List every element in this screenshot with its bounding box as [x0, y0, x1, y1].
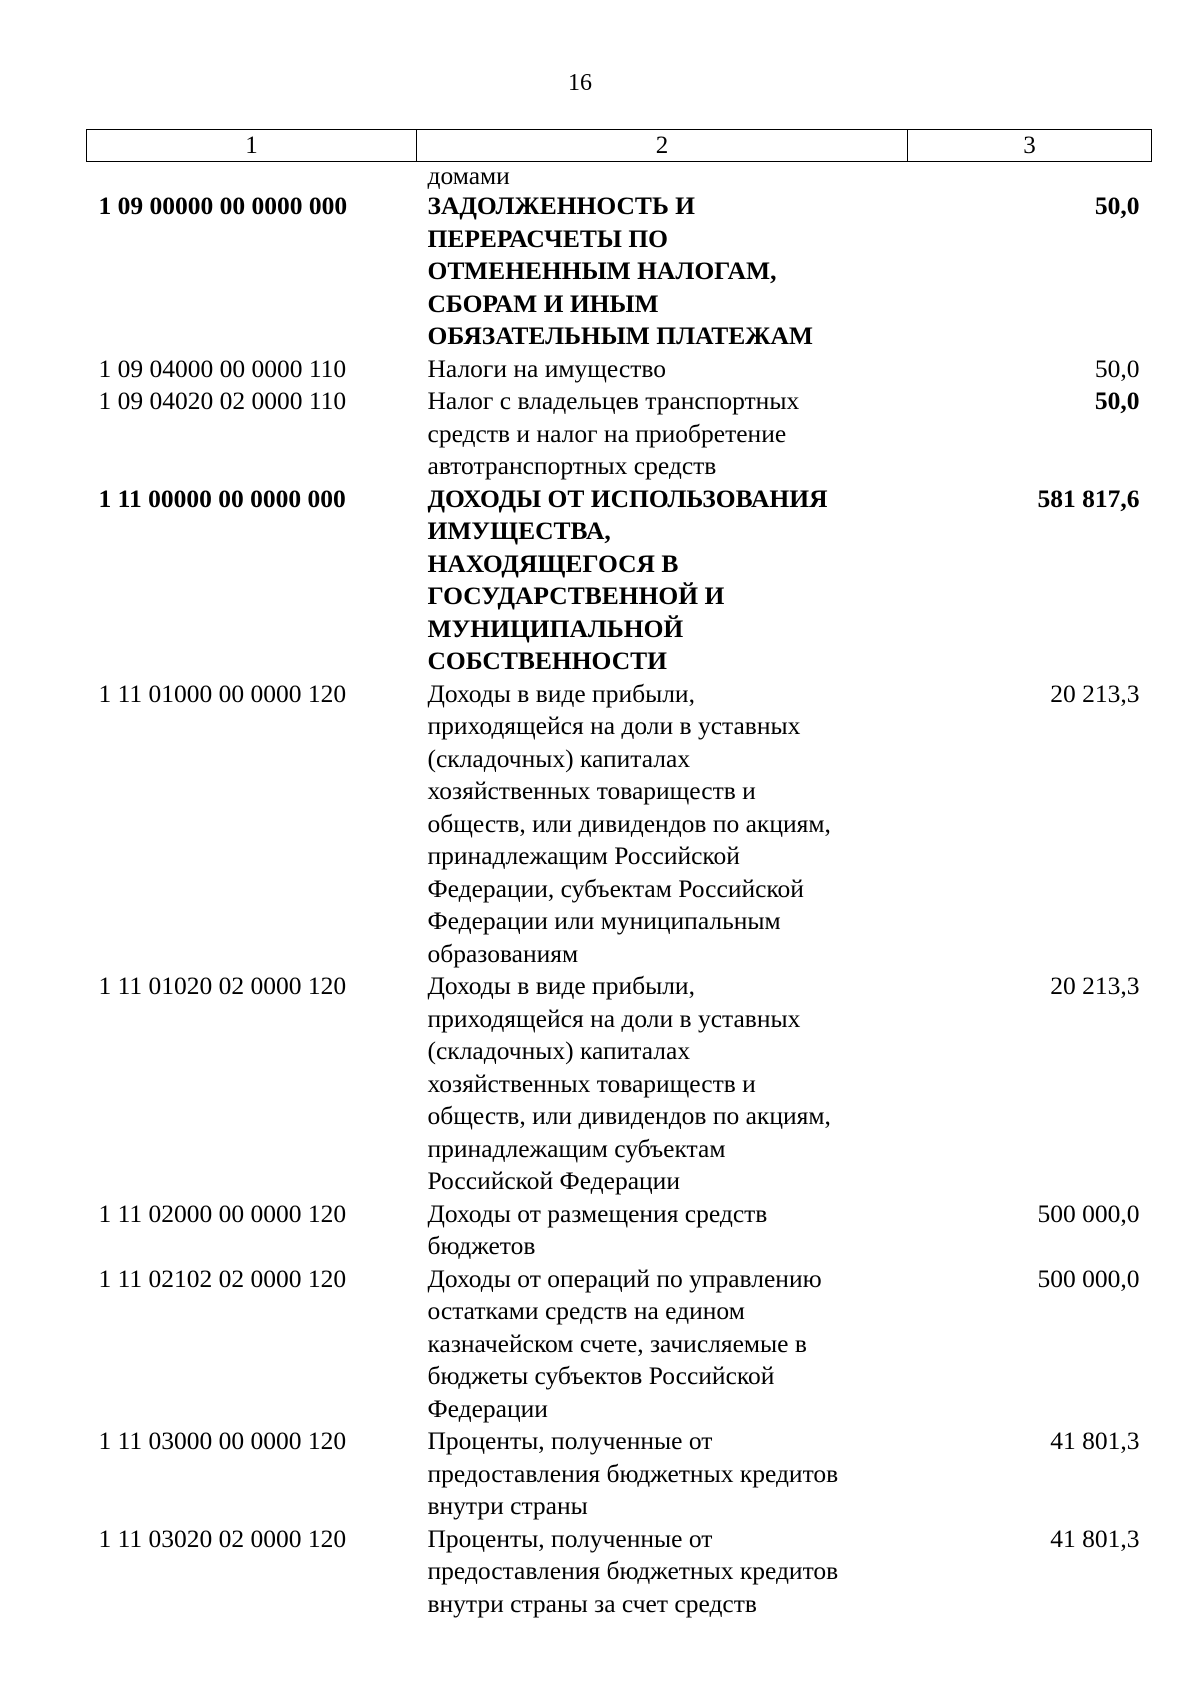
table-header: [87, 130, 1152, 162]
revenue-name-line: Доходы в виде прибыли,: [427, 971, 695, 1000]
revenue-name-line: НАХОДЯЩЕГОСЯ В: [427, 548, 679, 578]
revenue-name-line: автотранспортных средств: [427, 451, 717, 480]
revenue-name-line: МУНИЦИПАЛЬНОЙ: [427, 613, 684, 643]
revenue-name-line: (складочных) капиталах: [427, 743, 691, 773]
revenue-name-line: Доходы в виде прибыли,: [427, 678, 695, 708]
table-body: [87, 162, 1152, 1621]
revenue-name-line: ИМУЩЕСТВА,: [427, 516, 611, 545]
table-row: [87, 190, 1152, 353]
revenue-name-line: хозяйственных товариществ и: [427, 1068, 756, 1098]
revenue-name-line: ОБЯЗАТЕЛЬНЫМ ПЛАТЕЖАМ: [427, 321, 813, 350]
revenue-name-cell: [417, 190, 908, 353]
revenue-amount-cell: 50,0: [1094, 353, 1140, 383]
revenue-name-line: ОТМЕНЕННЫМ НАЛОГАМ,: [427, 256, 777, 285]
revenue-name-line: обществ, или дивидендов по акциям,: [427, 1101, 831, 1130]
table-row: [87, 1198, 1152, 1263]
revenue-name-line: предоставления бюджетных кредитов: [427, 1458, 839, 1488]
revenue-name-cell: [417, 385, 908, 483]
header-column-1: 1: [87, 130, 417, 162]
revenue-code-cell: 1 11 02000 00 0000 120: [98, 1198, 347, 1228]
table-row: [87, 385, 1152, 483]
revenue-code-cell: 1 11 03020 02 0000 120: [98, 1523, 347, 1553]
revenue-name-cell: [417, 162, 908, 191]
page-number: 16: [568, 70, 592, 96]
header-column-3: 3: [908, 130, 1152, 162]
revenue-amount-cell: 41 801,3: [1050, 1426, 1140, 1455]
table-row: [87, 1425, 1152, 1523]
revenue-code-cell: 1 11 00000 00 0000 000: [98, 483, 346, 513]
revenue-name-line: Налоги на имущество: [427, 353, 666, 383]
revenue-name-line: средств и налог на приобретение: [427, 418, 787, 448]
revenue-code-cell: 1 11 01020 02 0000 120: [98, 971, 347, 1000]
revenue-name-line: образованиям: [427, 938, 579, 968]
revenue-code-cell: 1 11 01000 00 0000 120: [98, 678, 347, 708]
revenue-amount-cell: 500 000,0: [1037, 1198, 1140, 1228]
revenue-amount-cell: 50,0: [1094, 386, 1140, 415]
revenue-amount-cell: 41 801,3: [1050, 1523, 1140, 1553]
revenue-code-cell: 1 11 03000 00 0000 120: [98, 1426, 347, 1455]
table-row: [87, 353, 1152, 386]
revenue-name-line: принадлежащим Российской: [427, 841, 740, 870]
revenue-name-cell: [417, 1523, 908, 1621]
revenue-name-line: предоставления бюджетных кредитов: [427, 1556, 839, 1585]
revenue-amount-cell: [908, 162, 1152, 191]
revenue-name-line: Проценты, полученные от: [427, 1426, 713, 1455]
table-row: [87, 678, 1152, 971]
revenue-amount-cell: 500 000,0: [1037, 1263, 1140, 1293]
table-row: [87, 483, 1152, 678]
revenue-amount-cell: 20 213,3: [1050, 678, 1140, 708]
revenue-code-cell: 1 09 04020 02 0000 110: [98, 386, 347, 415]
revenue-name-line: приходящейся на доли в уставных: [427, 711, 801, 740]
revenue-name-line: бюджеты субъектов Российской: [427, 1361, 775, 1390]
revenue-name-cell: [417, 678, 908, 971]
revenue-name-line: Доходы от размещения средств: [427, 1198, 768, 1228]
revenue-amount-cell: 20 213,3: [1050, 971, 1140, 1000]
revenue-name-line: внутри страны за счет средств: [427, 1588, 757, 1618]
revenue-name-line: домами: [427, 161, 510, 190]
revenue-name-line: Федерации, субъектам Российской: [427, 873, 804, 903]
revenue-name-cell: [417, 1263, 908, 1426]
revenue-name-line: Доходы от операций по управлению: [427, 1263, 822, 1293]
revenue-name-line: хозяйственных товариществ и: [427, 776, 756, 805]
revenue-name-line: СОБСТВЕННОСТИ: [427, 646, 667, 675]
revenue-name-line: СБОРАМ И ИНЫМ: [427, 288, 659, 318]
revenue-name-line: Федерации: [427, 1393, 548, 1423]
header-column-2: 2: [417, 130, 908, 162]
revenue-name-cell: [417, 970, 908, 1198]
revenue-name-cell: [417, 353, 908, 386]
revenue-name-line: Федерации или муниципальным: [427, 906, 781, 935]
table-row: [87, 1263, 1152, 1426]
table-row: [87, 970, 1152, 1198]
revenue-name-line: ГОСУДАРСТВЕННОЙ И: [427, 581, 725, 610]
revenue-name-line: обществ, или дивидендов по акциям,: [427, 808, 831, 838]
revenue-code-cell: [87, 162, 417, 191]
revenue-name-line: Российской Федерации: [427, 1166, 680, 1195]
revenue-amount-cell: 581 817,6: [1037, 483, 1140, 513]
revenue-amount-cell: 50,0: [1094, 191, 1140, 220]
revenue-code-cell: 1 11 02102 02 0000 120: [98, 1263, 347, 1293]
revenue-name-line: ДОХОДЫ ОТ ИСПОЛЬЗОВАНИЯ: [427, 483, 828, 513]
revenue-name-line: ЗАДОЛЖЕННОСТЬ И: [427, 191, 696, 220]
revenue-code-cell: 1 09 04000 00 0000 110: [98, 353, 347, 383]
revenue-name-line: приходящейся на доли в уставных: [427, 1003, 801, 1033]
table-row: [87, 1523, 1152, 1621]
revenue-name-cell: [417, 1425, 908, 1523]
header-row: [87, 130, 1152, 162]
revenue-name-cell: [417, 1198, 908, 1263]
revenue-name-line: внутри страны: [427, 1491, 588, 1520]
budget-revenue-table: [86, 129, 1152, 1620]
revenue-name-line: Проценты, полученные от: [427, 1523, 713, 1553]
revenue-name-line: принадлежащим субъектам: [427, 1133, 726, 1163]
revenue-name-line: Налог с владельцев транспортных: [427, 386, 800, 415]
revenue-name-line: бюджетов: [427, 1231, 536, 1260]
table-row: [87, 162, 1152, 191]
revenue-code-cell: 1 09 00000 00 0000 000: [98, 191, 348, 220]
revenue-name-line: остатками средств на едином: [427, 1296, 745, 1325]
revenue-name-line: казначейском счете, зачисляемые в: [427, 1328, 807, 1358]
revenue-name-line: ПЕРЕРАСЧЕТЫ ПО: [427, 223, 668, 253]
revenue-name-cell: [417, 483, 908, 678]
revenue-name-line: (складочных) капиталах: [427, 1036, 691, 1065]
